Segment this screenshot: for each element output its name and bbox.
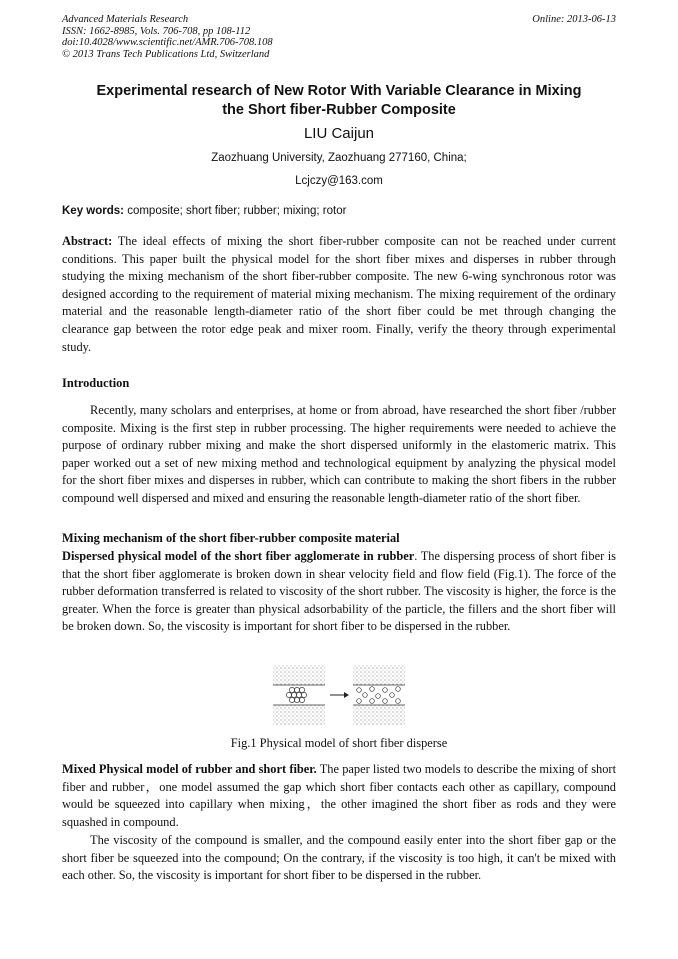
- before-panel: [273, 665, 325, 725]
- title-line-2: the Short fiber-Rubber Composite: [222, 102, 456, 118]
- abstract: [62, 233, 616, 356]
- dispersed-fibers: [357, 687, 401, 704]
- keywords: [62, 205, 616, 217]
- author-email: Lcjczy@163.com: [295, 175, 383, 187]
- dispersed-label: Dispersed physical model of the short fiber agglomerate in rubber: [62, 549, 415, 563]
- keywords-text: composite; short fiber; rubber; mixing; rotor: [124, 205, 347, 217]
- fiber-agglomerate: [286, 687, 306, 702]
- intro-heading: Introduction: [62, 376, 130, 390]
- abstract-text: The ideal effects of mixing the short fiber-rubber composite can not be reached under current conditions. This paper built the physical model for the short fiber mixes and disperses in rubber through studying the mixing mechanism of the short fiber-rubber composite. The new 6-wing synchronous rotor was designed according to the requirement of material mixing mechanism. The mixing requirement of the ordinary material and the reasonable length-diameter ratio of the short fiber could be met through changing the clearance gap between the rotor edge peak and mixer room. Finally, verify the theory through experimental study.: [62, 234, 616, 354]
- journal-name: Advanced Materials Research: [62, 14, 189, 25]
- mixed-label: Mixed Physical model of rubber and short fiber.: [62, 762, 317, 776]
- figure-1-caption: Fig.1 Physical model of short fiber disperse: [230, 736, 448, 750]
- journal-header: [62, 14, 616, 60]
- online-date: Online: 2013-06-13: [532, 14, 616, 25]
- viscosity-paragraph: The viscosity of the compound is smaller, and the compound easily enter into the short fiber gap or the short fiber be squeezed into the compound; On the contrary, if the viscosity is too high, it can't be mixed with each other. So, the viscosity is important for short fiber to be dispersed in the rubber.: [62, 833, 616, 883]
- doi-line: doi:10.4028/www.scientific.net/AMR.706-708.108: [62, 37, 273, 48]
- arrow-icon: [330, 692, 349, 698]
- copyright-line: © 2013 Trans Tech Publications Ltd, Switzerland: [62, 48, 270, 60]
- author-name: LIU Caijun: [303, 125, 375, 142]
- dispersed-paragraph: [62, 548, 616, 636]
- figure-1-diagram: [272, 663, 406, 727]
- after-panel: [353, 665, 405, 725]
- paper-title: [62, 82, 616, 120]
- intro-paragraph: Recently, many scholars and enterprises, at home or from abroad, have researched the short fiber /rubber composite. Mixing is the first step in rubber processing. The higher requirements were needed to achieve the purpose of ordinary rubber mixing and make the short dispersed uniformly in the elastomeric matrix. This paper worked out a set of new mixing method and technological equipment by analyzing the physical model for the short fiber mixes and disperses in rubber, which can contribute to making the short fibers in the rubber compound well dispersed and mixed and ensuring the reasonable length-diameter ratio of the short fiber.: [62, 403, 616, 505]
- mechanism-heading: Mixing mechanism of the short fiber-rubber composite material: [62, 531, 400, 545]
- affiliation: Zaozhuang University, Zaozhuang 277160, China;: [211, 152, 467, 164]
- abstract-label: Abstract:: [62, 234, 113, 248]
- keywords-label: Key words:: [62, 205, 124, 217]
- mixed-text: The paper listed two models to describe the mixing of short fiber and rubber，one model assumed the gap which short fiber contacts each other as capillary, compound would be squeezed into capillary when mixing，the other imagined the short fiber as rods and they were squashed in compound.: [62, 762, 617, 829]
- title-line-1: Experimental research of New Rotor With Variable Clearance in Mixing: [96, 83, 582, 99]
- issn-line: ISSN: 1662-8985, Vols. 706-708, pp 108-112: [62, 25, 251, 37]
- dispersed-text: . The dispersing process of short fiber is that the short fiber agglomerate is broken down in shear velocity field and flow field (Fig.1). The force of the rubber deformation transferred is related to viscosity of the short rubber. The viscosity is higher, the force is the greater. When the force is greater than physical adsorbability of the particle, the fillers and the short fiber will be broken down. So, the viscosity is important for short fiber to be dispersed in the rubber.: [62, 549, 616, 634]
- mixed-paragraph: [62, 761, 616, 831]
